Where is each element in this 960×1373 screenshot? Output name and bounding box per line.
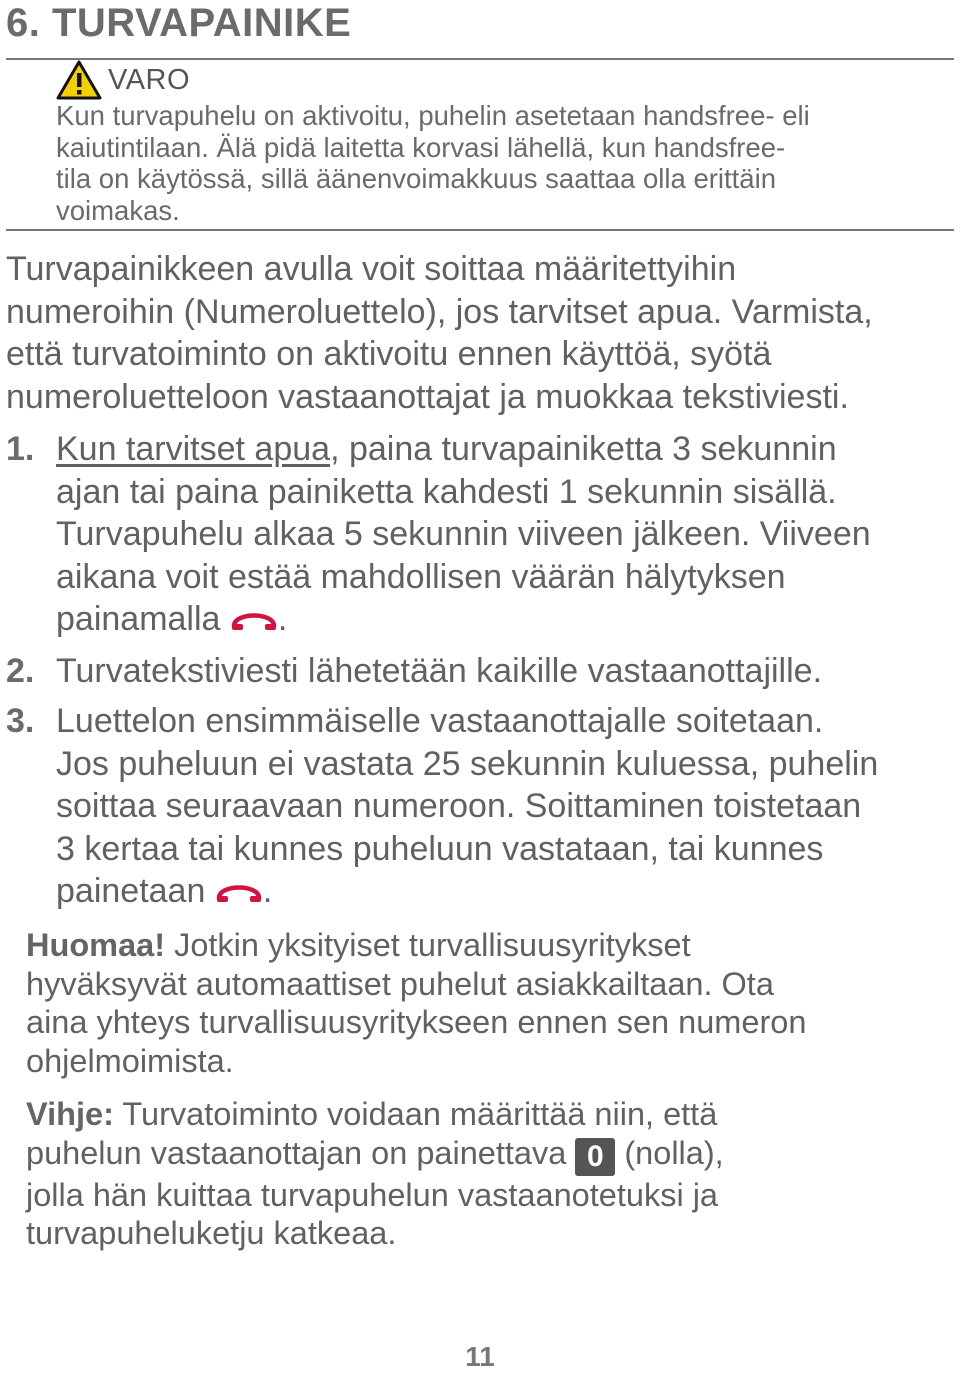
step-line: painetaan [56, 872, 206, 910]
step-period: . [262, 872, 273, 910]
hang-up-icon [230, 604, 278, 634]
step-line: aikana voit estää mahdollisen väärän hälytyksen [56, 557, 786, 596]
tip-lead: Vihje: [26, 1096, 114, 1132]
step-line: 3 kertaa tai kunnes puheluun vastataan, tai kunnes [56, 829, 824, 868]
step-line: Jos puheluun ei vastata 25 sekunnin kuluessa, puhelin [56, 744, 879, 783]
page-number: 11 [465, 1341, 495, 1372]
intro-line: numeroluetteloon vastaanottajat ja muokkaa tekstiviesti. [6, 377, 849, 416]
step-text [56, 700, 956, 913]
zero-key-icon: 0 [575, 1138, 615, 1176]
step-line: Luettelon ensimmäiselle vastaanottajalle soitetaan. [56, 702, 824, 740]
warning-text [56, 100, 936, 226]
intro-line: numeroihin (Numeroluettelo), jos tarvitset apua. Varmista, [6, 292, 873, 331]
section-heading: 6. TURVAPAINIKE [6, 1, 352, 45]
warning-line: kaiutintilaan. Älä pidä laitetta korvasi lähellä, kun handsfree- [56, 131, 786, 163]
hang-up-icon [215, 876, 263, 906]
warning-line: tila on käytössä, sillä äänenvoimakkuus saattaa olla erittäin [56, 163, 776, 194]
step-number: 2. [6, 652, 35, 690]
tip-line: turvapuheluketju katkeaa. [26, 1215, 397, 1252]
tip-line: puhelun vastaanottajan on painettava [26, 1134, 576, 1171]
intro-paragraph [6, 248, 956, 418]
note-lead: Huomaa! [26, 927, 166, 963]
step-line: , paina turvapainiketta 3 sekunnin [330, 430, 837, 468]
warning-line: voimakas. [56, 194, 180, 226]
tip-line: jolla hän kuittaa turvapuhelun vastaanotetuksi ja [26, 1176, 718, 1213]
note-line: ohjelmoimista. [26, 1043, 234, 1080]
step-line: soittaa seuraavaan numeroon. Soittaminen toistetaan [56, 787, 862, 825]
note-line: hyväksyvät automaattiset puhelut asiakkailtaan. Ota [26, 965, 774, 1002]
note-line: Jotkin yksityiset turvallisuusyritykset [165, 927, 691, 963]
intro-line: että turvatoiminto on aktivoitu ennen käyttöä, syötä [6, 335, 772, 373]
bottom-rule [6, 229, 954, 231]
note-paragraph [26, 926, 946, 1081]
tip-line: (nolla), [615, 1134, 724, 1171]
warning-triangle-icon [56, 60, 102, 100]
warning-title: VARO [108, 63, 191, 96]
step-line: painamalla [56, 600, 221, 638]
step-number: 1. [6, 430, 35, 468]
intro-line: Turvapainikkeen avulla voit soittaa määritettyihin [6, 250, 737, 288]
step-text [56, 428, 956, 641]
tip-paragraph [26, 1095, 946, 1253]
step-line: ajan tai paina painiketta kahdesti 1 sekunnin sisällä. [56, 472, 837, 511]
help-link[interactable]: Kun tarvitset apua [56, 430, 331, 468]
warning-header [56, 60, 190, 100]
step-number: 3. [6, 702, 35, 740]
step-line: Turvapuhelu alkaa 5 sekunnin viiveen jälkeen. Viiveen [56, 515, 871, 553]
tip-line: Turvatoiminto voidaan määrittää niin, että [113, 1096, 718, 1132]
warning-line: Kun turvapuhelu on aktivoitu, puhelin asetetaan handsfree- eli [56, 100, 810, 131]
step-text: Turvatekstiviesti lähetetään kaikille vastaanottajille. [56, 652, 823, 690]
step-period: . [277, 600, 288, 638]
note-line: aina yhteys turvallisuusyritykseen ennen sen numeron [26, 1004, 807, 1041]
